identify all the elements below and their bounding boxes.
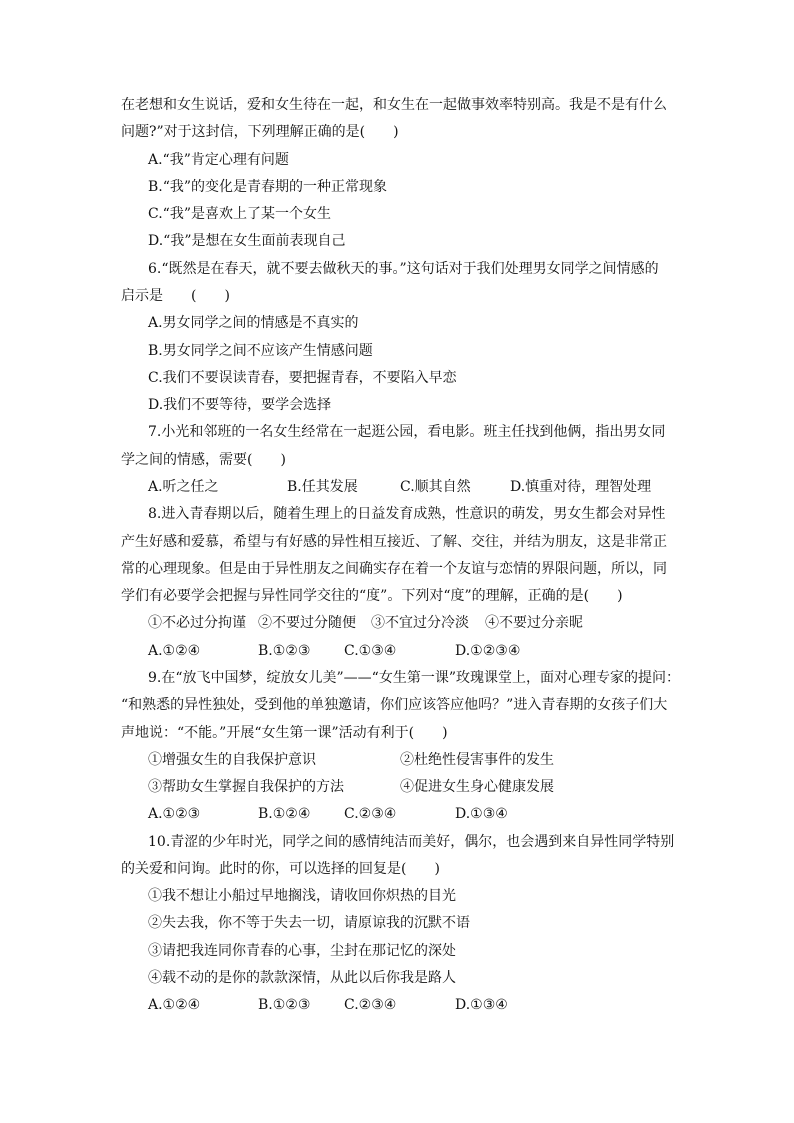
q9-statement-4: ④促进女生身心健康发展: [400, 779, 554, 795]
q6-option-d: D.我们不要等待，要学会选择: [148, 397, 332, 413]
q8-stem-line: 常的心理现象。但是由于异性朋友之间确实存在着一个友谊与恋情的界限问题，所以，同: [121, 561, 667, 577]
q5-option-d: D.“我”是想在女生面前表现自己: [148, 233, 346, 249]
q6-stem-line: 启示是 ( ): [121, 288, 230, 304]
q10-statement-4: ④载不动的是你的款款深情，从此以后你我是路人: [148, 970, 456, 986]
q6-stem-line: 6.“既然是在春天，就不要去做秋天的事。”这句话对于我们处理男女同学之间情感的: [148, 261, 659, 277]
q10-option-a: A.①②④: [148, 997, 201, 1013]
q8-option-b: B.①②③: [258, 643, 311, 659]
q8-statement-2: ②不要过分随便: [258, 615, 356, 631]
q8-stem-line: 学们有必要学会把握与异性同学交往的“度”。下列对“度”的理解，正确的是( ): [121, 588, 623, 604]
q8-stem-line: 8.进入青春期以后，随着生理上的日益发育成熟，性意识的萌发，男女生都会对异性: [148, 506, 666, 522]
q9-stem-line: 9.在“放飞中国梦，绽放女儿美”——“女生第一课”玫瑰课堂上，面对心理专家的提问：: [148, 670, 680, 686]
q10-option-c: C.②③④: [344, 997, 397, 1013]
q9-option-a: A.①②③: [148, 806, 201, 822]
q5-option-b: B.“我”的变化是青春期的一种正常现象: [148, 179, 388, 195]
q10-option-d: D.①③④: [455, 997, 508, 1013]
q10-statement-3: ③请把我连同你青春的心事，尘封在那记忆的深处: [148, 943, 456, 959]
q6-option-a: A.男女同学之间的情感是不真实的: [148, 315, 359, 331]
q10-statement-1: ①我不想让小船过早地搁浅，请收回你炽热的目光: [148, 888, 456, 904]
q8-option-d: D.①②③④: [455, 643, 521, 659]
q9-option-d: D.①③④: [455, 806, 508, 822]
q10-stem-line: 10.青涩的少年时光，同学之间的感情纯洁而美好，偶尔，也会遇到来自异性同学特别: [148, 834, 675, 850]
q5-option-a: A.“我”肯定心理有问题: [148, 152, 289, 168]
q5-stem-line: 问题?”对于这封信，下列理解正确的是( ): [121, 124, 399, 140]
q6-option-c: C.我们不要误读青春，要把握青春，不要陷入早恋: [148, 370, 457, 386]
q7-option-b: B.任其发展: [287, 479, 358, 495]
q9-statement-2: ②杜绝性侵害事件的发生: [400, 752, 554, 768]
q9-stem-line: “和熟悉的异性独处，受到他的单独邀请，你们应该答应他吗？”进入青春期的女孩子们大: [121, 697, 668, 713]
q8-stem-line: 产生好感和爱慕，希望与有好感的异性相互接近、了解、交往，并结为朋友，这是非常正: [121, 534, 667, 550]
q10-option-b: B.①②③: [258, 997, 311, 1013]
q9-stem-line: 声地说：“不能。”开展“女生第一课”活动有利于( ): [121, 725, 448, 741]
q7-stem-line: 学之间的情感，需要( ): [121, 452, 286, 468]
q8-statement-3: ③不宜过分冷淡: [371, 615, 469, 631]
q9-statement-3: ③帮助女生掌握自我保护的方法: [148, 779, 344, 795]
q5-option-c: C.“我”是喜欢上了某一个女生: [148, 206, 331, 222]
q8-statement-4: ④不要过分亲昵: [485, 615, 583, 631]
q6-option-b: B.男女同学之间不应该产生情感问题: [148, 343, 373, 359]
q9-statement-1: ①增强女生的自我保护意识: [148, 752, 316, 768]
q8-option-a: A.①②④: [148, 643, 201, 659]
q5-stem-line: 在老想和女生说话，爱和女生待在一起，和女生在一起做事效率特别高。我是不是有什么: [121, 97, 667, 113]
q9-option-c: C.②③④: [344, 806, 397, 822]
q8-statement-1: ①不必过分拘谨: [148, 615, 246, 631]
q9-option-b: B.①②④: [258, 806, 311, 822]
q8-option-c: C.①③④: [344, 643, 397, 659]
q10-stem-line: 的关爱和问询。此时的你，可以选择的回复是( ): [121, 861, 440, 877]
q7-option-c: C.顺其自然: [400, 479, 471, 495]
q10-statement-2: ②失去我，你不等于失去一切，请原谅我的沉默不语: [148, 915, 470, 931]
q7-stem-line: 7.小光和邻班的一名女生经常在一起逛公园，看电影。班主任找到他俩，指出男女同: [148, 424, 666, 440]
q7-option-a: A.听之任之: [148, 479, 219, 495]
q7-option-d: D.慎重对待，理智处理: [510, 479, 652, 495]
